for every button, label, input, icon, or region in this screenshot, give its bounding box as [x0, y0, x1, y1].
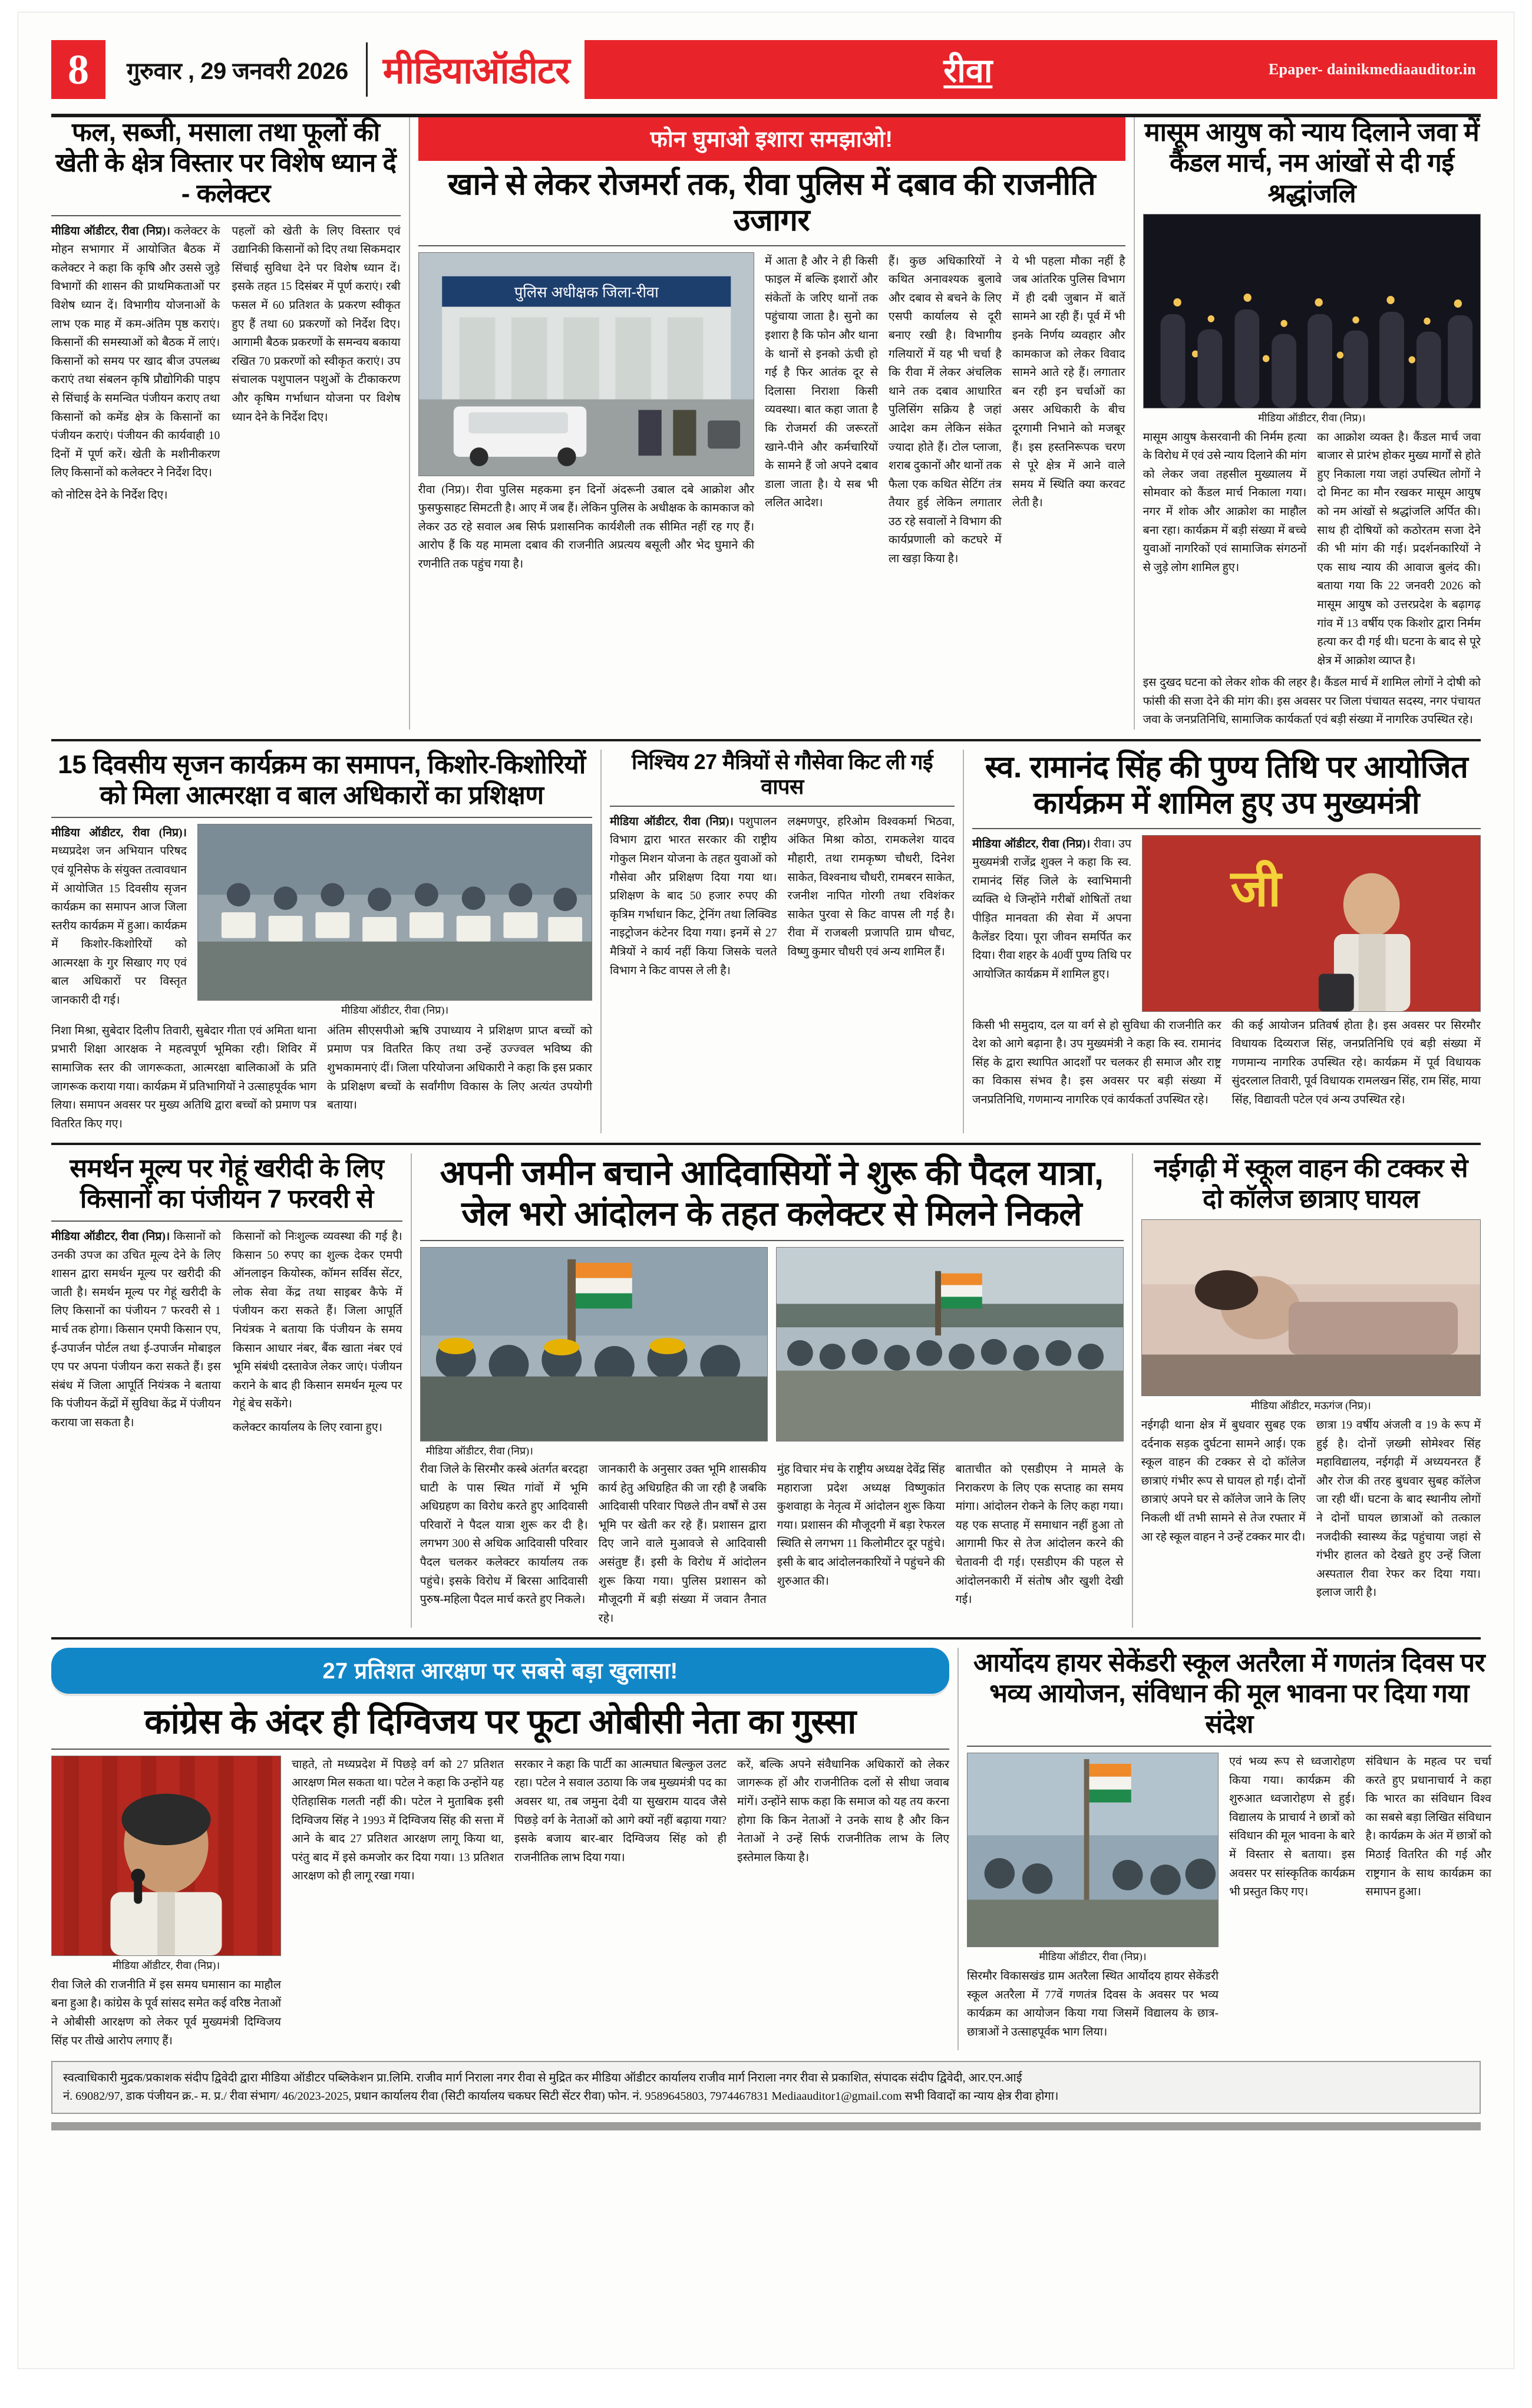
photo-candle-march: [1143, 214, 1481, 408]
body-text: नईगढ़ी थाना क्षेत्र में बुधवार सुबह एक दर्दनाक सड़क दुर्घटना सामने आई। एक स्कूल वाहन की टक्कर से दो कॉलेज छात्राएं गंभीर रूप से घायल हो गईं। दोनों छात्राएं अपने घर से कॉलेज जाने के लिए निकली थीं तभी सामने से तेज रफ्तार में आ रहे स्कूल वाहन ने उन्हें टक्कर मार दी।: [1141, 1419, 1306, 1543]
body-text: रीवा। उप मुख्यमंत्री राजेंद्र शुक्ल ने कहा कि स्व. रामानंद सिंह जिले के स्वाभिमानी व्यक्ति थे जिन्होंने गरीबों शोषितों तथा पीड़ित मानवता की सेवा में अपना कैलेंडर दिया। पूरा जीवन समर्पित कर दिया। रीवा शहर के 40वीं पुण्य तिथि पर आयोजित कार्यक्रम में शामिल हुए।: [972, 837, 1131, 981]
divider: [51, 215, 401, 216]
photo-padyatra-road: [776, 1247, 1124, 1441]
body-text: जानकारी के अनुसार उक्त भूमि शासकीय कार्य हेतु अधिग्रहित की जा रही है जबकि आदिवासी परिवार पिछले तीन वर्षों से उस भूमि पर खेती कर रहे हैं। प्रशासन द्वारा दिए जाने वाले मुआवजे से आदिवासी असंतुष्ट हैं। इसी के विरोध में आंदोलन शुरू किया गया। पुलिस प्रशासन को मौजूदगी में बड़ी संख्या में जवान तैनात रहे।: [598, 1463, 767, 1625]
article-columns: [51, 1228, 402, 1437]
body-text: चाहते, तो मध्यप्रदेश में पिछड़े वर्ग को 27 प्रतिशत आरक्षण मिल सकता था। पटेल ने कहा कि उन्होंने यह ऐतिहासिक गलती नहीं की। पटेल ने मुताबिक इसी दिग्विजय सिंह ने 1993 में दिग्विजय सिंह की सत्ता में आने के बाद 27 प्रतिशत आरक्षण लागू किया था, परंतु बाद में इसे कमजोर कर दिया गया। 13 प्रतिशत आरक्षण को ही लागू रखा गया।: [292, 1758, 504, 1883]
publication-date: गुरुवार , 29 जनवरी 2026: [127, 58, 348, 84]
brand-logo: मीडियाऑडीटर: [382, 51, 570, 91]
body-text: सरकार ने कहा कि पार्टी का आत्मघात बिल्कुल उलट रहा। पटेल ने सवाल उठाया कि जब मुख्यमंत्री पद का अवसर था, तब जमुना देवी या सुखराम यादव जैसे पिछड़े वर्ग के नेताओं को आगे क्यों नहीं बढ़ाया गया? इसके बजाय बार-बार दिग्विजय सिंह को ही राजनीतिक लाभ दिया गया।: [514, 1758, 727, 1864]
byline: मीडिया ऑडीटर, रीवा (निप्र)।: [610, 815, 734, 828]
body-text: रीवा जिले की राजनीति में इस समय घमासान का माहौल बना हुआ है। कांग्रेस के पूर्व सांसद समेत कई वरिष्ठ नेताओं ने ओबीसी आरक्षण को लेकर पूर्व मुख्यमंत्री दिग्विजय सिंह पर तीखे आरोप लगाए हैं।: [51, 1978, 281, 2047]
column-2: [972, 1017, 1221, 1110]
column-2: [233, 1228, 402, 1437]
svg-text:जी: जी: [1230, 861, 1282, 917]
article-wheat-msp-registration: [51, 1153, 402, 1628]
body-text: का आक्रोश व्यक्त है। कैंडल मार्च जवा बाजार से प्रारंभ होकर मुख्य मार्गों से होते हुए निकाला गया जहां उपस्थित लोगों ने दो मिनट का मौन रखकर मासूम आयुष को नम आंखों से श्रद्धांजलि अर्पित की। साथ ही दोषियों को कठोरतम सजा देने की भी मांग की गई। प्रदर्शनकारियों ने एक साथ न्याय की आवाज बुलंद की। बताया गया कि 22 जनवरी 2026 को मासूम आयुष को उत्तरप्रदेश के बढ़ागढ़ गांव में 13 वर्षीय एक किशोर द्वारा निर्मम हत्या कर दी गई थी। घटना के बाद से पूरे क्षेत्र में आक्रोश व्याप्त है।: [1317, 431, 1481, 667]
masthead-red-band: [585, 40, 1497, 99]
body-text: संविधान के महत्व पर चर्चा करते हुए प्रधानाचार्य ने कहा कि भारत का संविधान विश्व का सबसे बड़ा लिखित संविधान है। कार्यक्रम के अंत में छात्रों को मिठाई वितरित की गई और राष्ट्रगान के साथ कार्यक्रम का समापन हुआ।: [1365, 1756, 1491, 1899]
article-rewa-police-pressure: [418, 117, 1125, 730]
column-divider: [1134, 117, 1135, 730]
body-text: पहलों को खेती के लिए विस्तार एवं उद्यानिकी किसानों को दिए तथा सिकमदार सिंचाई सुविधा देने पर विशेष ध्यान दें। इसके तहत 15 दिसंबर में पूर्ण कराएं। रबी फसल में 60 प्रतिशत के प्रकरण स्वीकृत हुए हैं तथा 60 प्रकरणों को निर्देश दिए। आगामी बैठक प्रकरणों के समन्वय बकाया रखित 70 प्रकरणों को स्वीकृत कराएं। उप संचालक पशुपालन पशुओं के टीकाकरण और कृषिम गर्भाधान योजना पर विशेष ध्यान देने के निर्देश दिए।: [232, 225, 401, 424]
body-text: मुंह विचार मंच के राष्ट्रीय अध्यक्ष देवेंद्र सिंह महाराजा प्रदेश अध्यक्ष विष्णुकांत कुशवाहा के नेतृत्व में आंदोलन शुरू किया गया। प्रशासन की मौजूदगी में बड़ा रेफरल स्थिति से लगभग 11 किलोमीटर दूर पहुंचे। इसी के बाद आंदोलनकारियों ने पहुंचने की शुरुआत की।: [777, 1463, 945, 1588]
photo-caption: मीडिया ऑडीटर, रीवा (निप्र)।: [1039, 1951, 1147, 1963]
byline: मीडिया ऑडीटर, रीवा (निप्र)।: [51, 826, 187, 839]
column-1: [51, 222, 220, 483]
column-divider: [411, 1153, 412, 1628]
article-obc-reservation-digvijay: [51, 1648, 949, 2050]
masthead: [35, 31, 1497, 108]
body-text: हैं। कुछ अधिकारियों ने कथित अनावश्यक बुलावे और दबाव से बचने के लिए एसपी कार्यालय से दूरी बनाए रखी है। विभागीय गलियारों में यह भी चर्चा है कि रीवा में लेकर अंचलिक थाने तक दबाव आधारित पुलिसिंग सक्रिय है जहां आदेश कम लेकिन संकेत ज्यादा होते हैं। टोल प्लाजा, शराब दुकानों और थानों तक फैला एक कथित सेटिंग तंत्र तैयार हुई लेकिन लगातार उठ रहे सवालों ने विभाग की कार्यप्रणाली को कटघरे में ला खड़ा किया है।: [888, 255, 1002, 565]
article-columns: [51, 222, 401, 483]
article-body: [967, 1753, 1491, 2041]
photo-illustration: [968, 1753, 1218, 1947]
kicker-banner: फोन घुमाओ इशारा समझाओ!: [418, 117, 1125, 161]
byline: मीडिया ऑडीटर, रीवा (निप्र)।: [51, 1231, 170, 1243]
body-text: अंतिम सीएसपीओ ऋषि उपाध्याय ने प्रशिक्षण प्राप्त बच्चों को प्रमाण पत्र वितरित किए तथा उन्हें उज्ज्वल भविष्य की शुभकामनाएं दीं। जिला परियोजना अधिकारी ने कहा कि इस प्रकार के प्रशिक्षण बच्चों के सर्वांगीण विकास के लिए अत्यंत उपयोगी बताया।: [327, 1024, 592, 1112]
body-text: लक्ष्मणपुर, हरिओम विश्वकर्मा भिठवा, अंकित मिश्रा कोठा, रामकलेश यादव मौहारी, तथा रामकृष्ण चौधरी, दिनेश साकेत, विश्वनाथ चौधरी, रामबरन साकेत, रजनीश नापित गोरगी तथा रविशंकर साकेत पुरवा से किट वापस ली गई है। रीवा में राजबली प्रजापति ग्राम धौचट, विष्णु कुमार चौधरी एवं अन्य शामिल हैं।: [787, 815, 955, 958]
body-text: पशुपालन विभाग द्वारा भारत सरकार की राष्ट्रीय गोकुल मिशन योजना के तहत युवाओं को गौसेवा और प्रशिक्षण दिया गया था। प्रशिक्षण के बाद 50 हजार रुपए की कृत्रिम गर्भाधान किट, ट्रेनिंग तथा लिक्विड नाइट्रोजन कंटेनर दिया गया। इनमें से 27 मैत्रियों ने कार्य नहीं किया जिसके चलते विभाग ने किट वापस ले ली है।: [610, 815, 777, 977]
divider: [418, 245, 1125, 246]
column-divider: [958, 1648, 959, 2050]
article-columns-lower: [972, 1017, 1481, 1110]
body-text-tail: इस दुखद घटना को लेकर शोक की लहर है। कैंडल मार्च में शामिल लोगों ने दोषी को फांसी की सजा देने की मांग की। इस अवसर पर जिला पंचायत सदस्य, नगर पंचायत जवा के जनप्रतिनिधि, सामाजिक कार्यकर्ता एवं बड़ी संख्या में नागरिक उपस्थित रहे।: [1143, 677, 1481, 727]
column-2: [1316, 1416, 1481, 1602]
photo-block-left: [420, 1247, 768, 1441]
divider: [420, 1240, 1124, 1241]
column-divider: [1132, 1153, 1133, 1628]
column-1: [1141, 1416, 1306, 1602]
article-tribal-padyatra: [420, 1153, 1124, 1628]
photo-block: [1142, 835, 1481, 1012]
headline: कांग्रेस के अंदर ही दिग्विजय पर फूटा ओबीसी नेता का गुस्सा: [144, 1703, 856, 1741]
imprint-line-1: स्वत्वाधिकारी मुद्रक/प्रकाशक संदीप द्विवेदी द्वारा मीडिया ऑडीटर पब्लिकेशन प्रा.लिमि. राजीव मार्ग निराला नगर रीवा से मुद्रित कर मीडिया ऑडीटर कार्यालय राजीव मार्ग निराला नगर रीवा से प्रकाशित, संपादक संदीप द्विवेदी, आर.एन.आई: [63, 2071, 1022, 2085]
article-body: [972, 835, 1481, 1012]
body-text: निशा मिश्रा, सुबेदार दिलीप तिवारी, सुबेदार गीता एवं अमिता थाना प्रभारी शिक्षा आरक्षक ने महत्वपूर्ण भूमिका रही। शिविर में सामाजिक स्तर की जागरूकता, आत्मरक्षा बालिकाओं के प्रति जागरूक कराया गया। कार्यक्रम में प्रतिभागियों ने उत्साहपूर्वक भाग लिया। समापन अवसर पर मुख्य अतिथि द्वारा बच्चों को प्रमाण पत्र वितरित किए गए।: [51, 1024, 316, 1130]
body-text: किसानों को उनकी उपज का उचित मूल्य देने के लिए शासन द्वारा समर्थन मूल्य पर खरीदी की जाती है। समर्थन मूल्य पर गेहूं खरीदी के लिए किसानों का पंजीयन 7 फरवरी से 1 मार्च तक होगा। किसान एमपी किसान एप, ई-उपार्जन पोर्टल तथा ई-उपार्जन मोबाइल एप पर अपना पंजीयन करा सकते हैं। इस संबंध में जिला आपूर्ति नियंत्रक ने बताया कि पंजीयन केंद्रों में सुविधा केंद्र में पंजीयन कराया जा सकता है।: [51, 1231, 221, 1429]
photo-group-certificate: [197, 824, 592, 1001]
row-separator: [51, 739, 1481, 741]
body-text: की कई आयोजन प्रतिवर्ष होता है। इस अवसर पर सिरमौर विधायक दिव्यराज सिंह, जनप्रतिनिधि एवं बड़ी संख्या में गणमान्य नागरिक उपस्थित रहे। कार्यक्रम में पूर्व विधायक सुंदरलाल तिवारी, पूर्व विधायक रामलखन सिंह, राम सिंह, माया सिंह, विद्यावती पटेल एवं अन्य उपस्थित रहे।: [1231, 1019, 1481, 1106]
column-1: [972, 835, 1131, 1012]
body-text: रीवा जिले के सिरमौर कस्बे अंतर्गत बरदहा घाटी के पास स्थित गांवों में भूमि अधिग्रहण का विरोध करते हुए आदिवासी परिवारों ने पैदल यात्रा शुरू कर दी है। लगभग 300 से अधिक आदिवासी परिवार पैदल चलकर कलेक्टर कार्यालय तक पहुंचे। इसके विरोध में बिरसा आदिवासी पुरुष-महिला पैदल मार्च करते हुए निकले।: [420, 1463, 588, 1607]
row-3: [51, 1153, 1481, 1628]
photo-illustration: [1143, 836, 1480, 1011]
body-text: कलेक्टर के मोहन सभागार में आयोजित बैठक में कलेक्टर ने कहा कि कृषि और उससे जुड़े विभागों की शासन की प्राथमिकताओं पर विशेष ध्यान दें। विभागीय योजनाओं के लाभ एक माह में कम-अंतिम पृष्ठ कराएं। किसानों की समस्याओं को बैठक में लाएं। किसानों को समय पर खाद बीज उपलब्ध कराएं तथा संबलन कृषि प्रौद्योगिकी पाइप से सिंचाई के समन्वित पंजीयन कराए तथा किसानों को कमेंड क्षेत्र के किसानों का पंजीयन कराएं। पंजीयन की कार्यवाही 10 दिनों में पूर्ण करें। खेती के मशीनीकरण लिए किसानों को कलेक्टर ने निर्देश दिए।: [51, 225, 220, 480]
headline: 15 दिवसीय सृजन कार्यक्रम का समापन, किशोर-किशोरियों को मिला आत्मरक्षा व बाल अधिकारों का प्रशिक्षण: [58, 750, 586, 810]
photo-caption: मीडिया ऑडीटर, रीवा (निप्र)।: [112, 1959, 220, 1971]
headline: निश्चिय 27 मैत्रियों से गौसेवा किट ली गई वापस: [631, 749, 933, 799]
row-2: [51, 750, 1481, 1133]
column-divider: [963, 750, 964, 1133]
footer-bar: [51, 2122, 1481, 2130]
column-4: [737, 1756, 949, 2050]
column-2: [788, 813, 955, 980]
body-text: करें, बल्कि अपने संवैधानिक अधिकारों को लेकर जागरूक हों और राजनीतिक दलों से सीधा जवाब मांगें। उन्होंने साफ कहा कि समाज को यह तय करना होगा कि किन नेताओं ने उनके साथ है और किन नेताओं ने उन्हें सिर्फ राजनीतिक लाभ के लिए इस्तेमाल किया है।: [737, 1758, 949, 1864]
row-4: [51, 1648, 1491, 2050]
column-3: [777, 1460, 945, 1628]
body-text: रीवा (निप्र)। रीवा पुलिस महकमा इन दिनों अंदरूनी उबाल दबे आक्रोश और फुसफुसाहट सिमटती है। आए में जब हैं। लेकिन पुलिस के अधीक्षक के कामकाज को लेकर उठ रहे सवाल अब सिर्फ प्रशासनिक कार्यशैली तक सीमित नहीं रह गए हैं। आरोप हैं कि यह मामला दबाव की राजनीति अप्रत्यय बसूली और भेद घुमाने की रणनीति तक पहुंच गया है।: [418, 483, 755, 571]
divider: [967, 1746, 1491, 1747]
body-text-tail: को नोटिस देने के निर्देश दिए।: [51, 489, 168, 502]
article-ramanand-singh-anniversary: [972, 750, 1481, 1133]
column-3: [514, 1756, 727, 2050]
headline: नईगढ़ी में स्कूल वाहन की टक्कर से दो कॉलेज छात्राए घायल: [1154, 1154, 1468, 1214]
body-text: में आता है और ने ही किसी फाइल में बल्कि इशारों और संकेतों के जरिए थानों तक पहुंचाया जाता है। सुनो का इशारा है कि फोन और थाना के थानों से इनको ऊंची हो गई है फिर आतंक दूर से दिलासा निराशा किसी व्यवस्था। बात कहा जाता है कि रोजमर्रा की जरूरतों खाने-पीने और कर्मचारियों के सामने हैं जो अपने दबाव डाला जाता है। ये सब भी ललित आदेश।: [765, 255, 878, 510]
body-text: एवं भव्य रूप से ध्वजारोहण किया गया। कार्यक्रम की शुरुआत ध्वजारोहण से हुई। विद्यालय के प्राचार्य ने छात्रों को संविधान की मूल भावना के बारे में विस्तार से बताया। इस अवसर पर सांस्कृतिक कार्यक्रम भी प्रस्तुत किए गए।: [1229, 1756, 1355, 1899]
epaper-url[interactable]: Epaper- dainikmediaauditor.in: [1268, 61, 1476, 78]
row-separator: [51, 1637, 1481, 1640]
divider: [51, 1221, 402, 1222]
photo-row: [420, 1247, 1124, 1441]
column-2: [1317, 428, 1481, 671]
divider: [610, 806, 955, 807]
column-2: [765, 252, 878, 574]
photo-block: [967, 1753, 1219, 2041]
photo-tribal-protest: [420, 1247, 768, 1441]
article-srijan-program: [51, 750, 592, 1133]
photo-flag-hoisting: [967, 1753, 1219, 1947]
photo-obc-leader: [51, 1756, 281, 1956]
body-text: मासूम आयुष केसरवानी की निर्मम हत्या के विरोध में एवं उसे न्याय दिलाने की मांग को लेकर जवा तहसील मुख्यालय में सोमवार को कैंडल मार्च निकाला गया। नगर में शोक और आक्रोश का माहौल बना रहा। कार्यक्रम में बड़ी संख्या में बच्चे युवाओं नागरिकों एवं सामाजिक संगठनों से जुड़े लोग शामिल हुए।: [1143, 431, 1307, 574]
column-divider: [600, 750, 602, 1133]
body-text: छात्रा 19 वर्षीय अंजली व 19 के रूप में हुई है। दोनों ज़ख्मी सोमेश्वर सिंह महाविद्यालय, नईगढ़ी में अध्ययनरत हैं और रोज की तरह बुधवार सुबह कॉलेज जा रही थीं। घटना के बाद स्थानीय लोगों ने दोनों घायल छात्राओं को तत्काल नजदीकी स्वास्थ्य केंद्र पहुंचाया जहां से गंभीर हालत को देखते हुए उन्हें जिला अस्पताल रीवा रेफर कर दिया गया। इलाज जारी है।: [1316, 1419, 1481, 1599]
photo-illustration: [52, 1756, 280, 1955]
photo-deputy-cm-stage: [1142, 835, 1481, 1012]
headline: स्व. रामानंद सिंह की पुण्य तिथि पर आयोजित कार्यक्रम में शामिल हुए उप मुख्यमंत्री: [985, 750, 1468, 821]
article-fruit-vegetable-farming: [51, 117, 401, 730]
photo-block: [51, 1756, 281, 2050]
photo-illustration: [1144, 215, 1480, 408]
headline: अपनी जमीन बचाने आदिवासियों ने शुरू की पैदल यात्रा, जेल भरो आंदोलन के तहत कलेक्टर से मिलने निकले: [440, 1154, 1104, 1233]
article-columns: [420, 1460, 1124, 1628]
photo-illustration: [198, 824, 592, 1000]
column-2: [51, 1022, 316, 1133]
column-3: [1232, 1017, 1481, 1110]
column-1: [51, 824, 187, 1017]
body-text: सिरमौर विकासखंड ग्राम अतरैला स्थित आर्योदय हायर सेकेंडरी स्कूल अतरैला में 77वें गणतंत्र दिवस के अवसर पर भव्य कार्यक्रम का आयोजन किया गया जिसमें विद्यालय के छात्र-छात्राओं ने उत्साहपूर्वक भाग लिया।: [967, 1970, 1219, 2038]
column-3: [1366, 1753, 1492, 2041]
article-columns: [1143, 428, 1481, 671]
photo-caption: मीडिया ऑडीटर, रीवा (निप्र)।: [425, 1445, 533, 1457]
article-body: [51, 1756, 949, 2050]
photo-illustration: [419, 253, 754, 476]
column-1: [51, 1228, 221, 1437]
photo-illustration: [421, 1248, 767, 1441]
headline: फल, सब्जी, मसाला तथा फूलों की खेती के क्षेत्र विस्तार पर विशेष ध्यान दें - कलेक्टर: [55, 118, 397, 208]
headline: समर्थन मूल्य पर गेहूं खरीदी के लिए किसानों का पंजीयन 7 फरवरी से: [70, 1154, 384, 1214]
column-divider: [409, 117, 410, 730]
headline: मासूम आयुष को न्याय दिलाने जवा में कैंडल मार्च, नम आंखों से दी गई श्रद्धांजलि: [1144, 118, 1480, 208]
column-3: [889, 252, 1002, 574]
divider: [51, 817, 592, 818]
column-2: [292, 1756, 504, 2050]
article-gauseva-kit: [610, 750, 955, 1133]
byline: मीडिया ऑडीटर, रीवा (निप्र)।: [972, 837, 1091, 850]
page-number: 8: [51, 40, 105, 99]
column-4: [956, 1460, 1124, 1628]
svg-text:पुलिस अधीक्षक जिला-रीवा: पुलिस अधीक्षक जिला-रीवा: [514, 284, 659, 301]
column-3: [327, 1022, 592, 1133]
kicker-banner: 27 प्रतिशत आरक्षण पर सबसे बड़ा खुलासा!: [51, 1648, 949, 1694]
photo-police-station: [418, 252, 755, 476]
byline: मीडिया ऑडीटर, रीवा (निप्र)।: [51, 225, 170, 237]
photo-and-text: [418, 252, 755, 574]
article-columns: [610, 813, 955, 980]
divider: [972, 828, 1481, 829]
body-text: ये भी पहला मौका नहीं है जब आंतरिक पुलिस विभाग में ही दबी जुबान में बातें सामने आ रही हैं। पूर्व में भी इनके निर्णय व्यवहार और कामकाज को लेकर विवाद सामने आते रहे हैं। लगातार बन रही इन चर्चाओं का असर अधिकारी के बीच दूरगामी निभाने को मजबूर हैं। इस हस्तनिरूपक चरण से पूरे क्षेत्र में आने वाले समय में स्थिति क्या करवट लेती है।: [1012, 255, 1125, 510]
body-text: बाताचीत को एसडीएम ने मामले के निराकरण के लिए एक सप्ताह का समय मांगा। आंदोलन रोकने के लिए कहा गया। यह एक सप्ताह में समाधान नहीं हुआ तो आगामी फिर से तेज आंदोलन करने की चेतावनी दी गई। एसडीएम की पहल से आंदोलनकारी में संतोष और खुशी देखी गई।: [955, 1463, 1124, 1607]
column-2: [1229, 1753, 1355, 2041]
article-school-vehicle-accident: [1141, 1153, 1481, 1628]
body-text: किसानों को निःशुल्क व्यवस्था की गई है। किसान 50 रुपए का शुल्क देकर एमपी ऑनलाइन कियोस्क, कॉमन सर्विस सेंटर, लोक सेवा केंद्र तथा साइबर कैफे में पंजीयन करा सकते हैं। जिला आपूर्ति नियंत्रक ने बताया कि पंजीयन के समय किसान आधार नंबर, बैंक खाता नंबर एवं भूमि संबंधी दस्तावेज लेकर जाएं। पंजीयन कराने के बाद ही किसान समर्थन मूल्य पर गेहूं बेच सकेंगे।: [232, 1231, 402, 1411]
edition-city: रीवा: [943, 52, 993, 89]
column-4: [1012, 252, 1125, 574]
article-candle-march-ayush: [1143, 117, 1481, 730]
photo-illustration: [777, 1248, 1123, 1441]
newspaper-sheet: [18, 12, 1514, 2369]
photo-caption: मीडिया ऑडीटर, रीवा (निप्र)।: [341, 1004, 449, 1016]
column-1: [1143, 428, 1307, 671]
row-separator: [51, 1143, 1481, 1145]
column-1: [610, 813, 777, 980]
body-text-tail: कलेक्टर कार्यालय के लिए रवाना हुए।: [232, 1421, 383, 1434]
column-1: [420, 1460, 588, 1628]
article-body: [51, 824, 592, 1017]
page-content: [18, 117, 1514, 2050]
photo-block-right: [776, 1247, 1124, 1441]
row-1: [51, 117, 1481, 730]
body-text: किसी भी समुदाय, दल या वर्ग से हो सुविधा की राजनीति कर देश को आगे बढ़ाना है। उप मुख्यमंत्री ने कहा कि स्व. रामानंद सिंह के द्वारा स्थापित आदर्शों पर चलकर ही समाज और राष्ट्र का विकास संभव है। इस अवसर पर बड़ी संख्या में जनप्रतिनिधि, गणमान्य नागरिक एवं कार्यकर्ता उपस्थित रहे।: [972, 1019, 1221, 1106]
headline: खाने से लेकर रोजमर्रा तक, रीवा पुलिस में दबाव की राजनीति उजागर: [448, 167, 1096, 238]
article-columns-lower: [51, 1022, 592, 1133]
column-2: [599, 1460, 767, 1628]
photo-injured-students: [1141, 1219, 1481, 1396]
article-republic-day-school: [967, 1648, 1491, 2050]
body-text: मध्यप्रदेश जन अभियान परिषद एवं यूनिसेफ के संयुक्त तत्वावधान में आयोजित 15 दिवसीय सृजन कार्यक्रम का समापन आज जिला स्तरीय कार्यक्रम में हुआ। कार्यक्रम में किशोर-किशोरियों को आत्मरक्षा के गुर सिखाए गए एवं बाल अधिकारों पर विस्तृत जानकारी दी गई।: [51, 845, 187, 1007]
article-body: [418, 252, 1125, 574]
imprint-line-2: नं. 69082/97, डाक पंजीयन क्र.- म. प्र./ रीवा संभाग/ 46/2023-2025, प्रधान कार्यालय रीवा (सिटी कार्यालय चकघर सिटी सेंटर रीवा) फोन. नं. 9589645803, 7974467831 Mediaauditor1@gmail.com सभी विवादों का न्याय क्षेत्र रीवा होगा।: [63, 2090, 1059, 2103]
divider: [51, 1749, 949, 1750]
article-columns: [1141, 1416, 1481, 1602]
column-2: [232, 222, 400, 483]
photo-block: [197, 824, 592, 1017]
photo-caption: मीडिया ऑडीटर, मऊगंज (निप्र)।: [1250, 1400, 1371, 1412]
headline: आर्योदय हायर सेकेंडरी स्कूल अतरैला में गणतंत्र दिवस पर भव्य आयोजन, संविधान की मूल भावना पर दिया गया संदेश: [973, 1648, 1485, 1739]
photo-illustration: [1142, 1220, 1480, 1396]
imprint-footer: [51, 2061, 1481, 2114]
photo-caption: मीडिया ऑडीटर, रीवा (निप्र)।: [1258, 411, 1366, 424]
